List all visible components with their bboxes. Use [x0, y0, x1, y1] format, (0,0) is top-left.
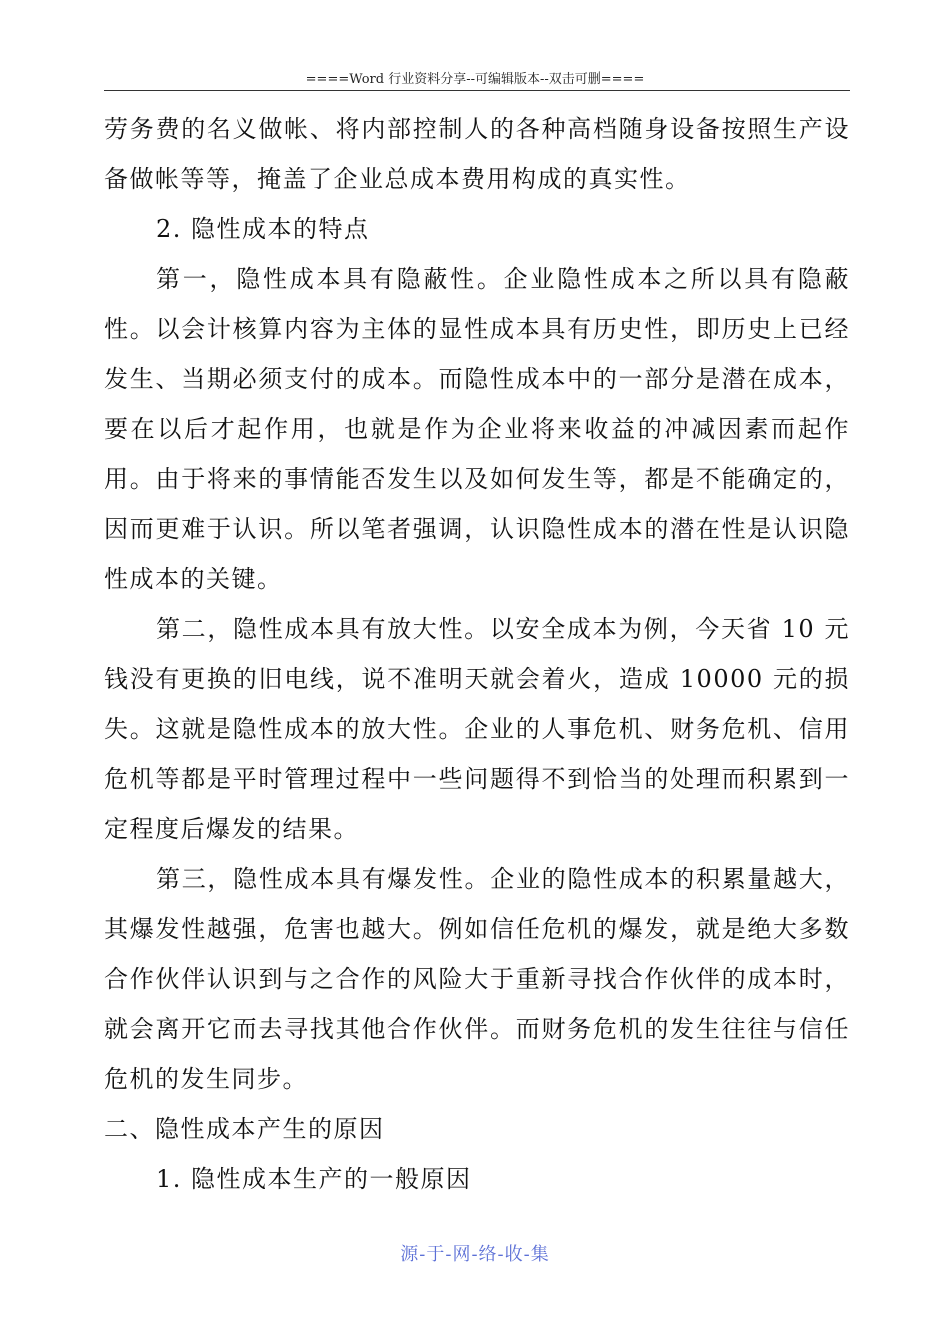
page-header: ====Word 行业资料分享--可编辑版本--双击可删==== [305, 72, 645, 87]
header-divider [104, 90, 850, 91]
page-footer: 源-于-网-络-收-集 [400, 1244, 550, 1265]
paragraph-explosiveness: 第三，隐性成本具有爆发性。企业的隐性成本的积累量越大，其爆发性越强，危害也越大。例如信任危机的爆发，就是绝大多数合作伙伴认识到与之合作的风险大于重新寻找合作伙伴的成本时，就会离开它而去寻找其他合作伙伴。而财务危机的发生往往与信任危机的发生同步。 [104, 865, 850, 1093]
document-body [104, 104, 850, 1204]
chapter-heading-causes: 二、隐性成本产生的原因 [104, 1115, 385, 1143]
section-heading-general-causes: 1. 隐性成本生产的一般原因 [156, 1165, 472, 1193]
section-heading-characteristics: 2. 隐性成本的特点 [156, 215, 370, 243]
paragraph-amplification: 第二，隐性成本具有放大性。以安全成本为例，今天省 10 元钱没有更换的旧电线，说不准明天就会着火，造成 10000 元的损失。这就是隐性成本的放大性。企业的人事危机、财务危机、信用危机等都是平时管理过程中一些问题得不到恰当的处理而积累到一定程度后爆发的结果。 [104, 615, 850, 843]
paragraph-continuation: 劳务费的名义做帐、将内部控制人的各种高档随身设备按照生产设备做帐等等，掩盖了企业总成本费用构成的真实性。 [104, 115, 850, 193]
paragraph-concealment: 第一，隐性成本具有隐蔽性。企业隐性成本之所以具有隐蔽性。以会计核算内容为主体的显性成本具有历史性，即历史上已经发生、当期必须支付的成本。而隐性成本中的一部分是潜在成本，要在以后才起作用，也就是作为企业将来收益的冲减因素而起作用。由于将来的事情能否发生以及如何发生等，都是不能确定的，因而更难于认识。所以笔者强调，认识隐性成本的潜在性是认识隐性成本的关键。 [104, 265, 850, 593]
